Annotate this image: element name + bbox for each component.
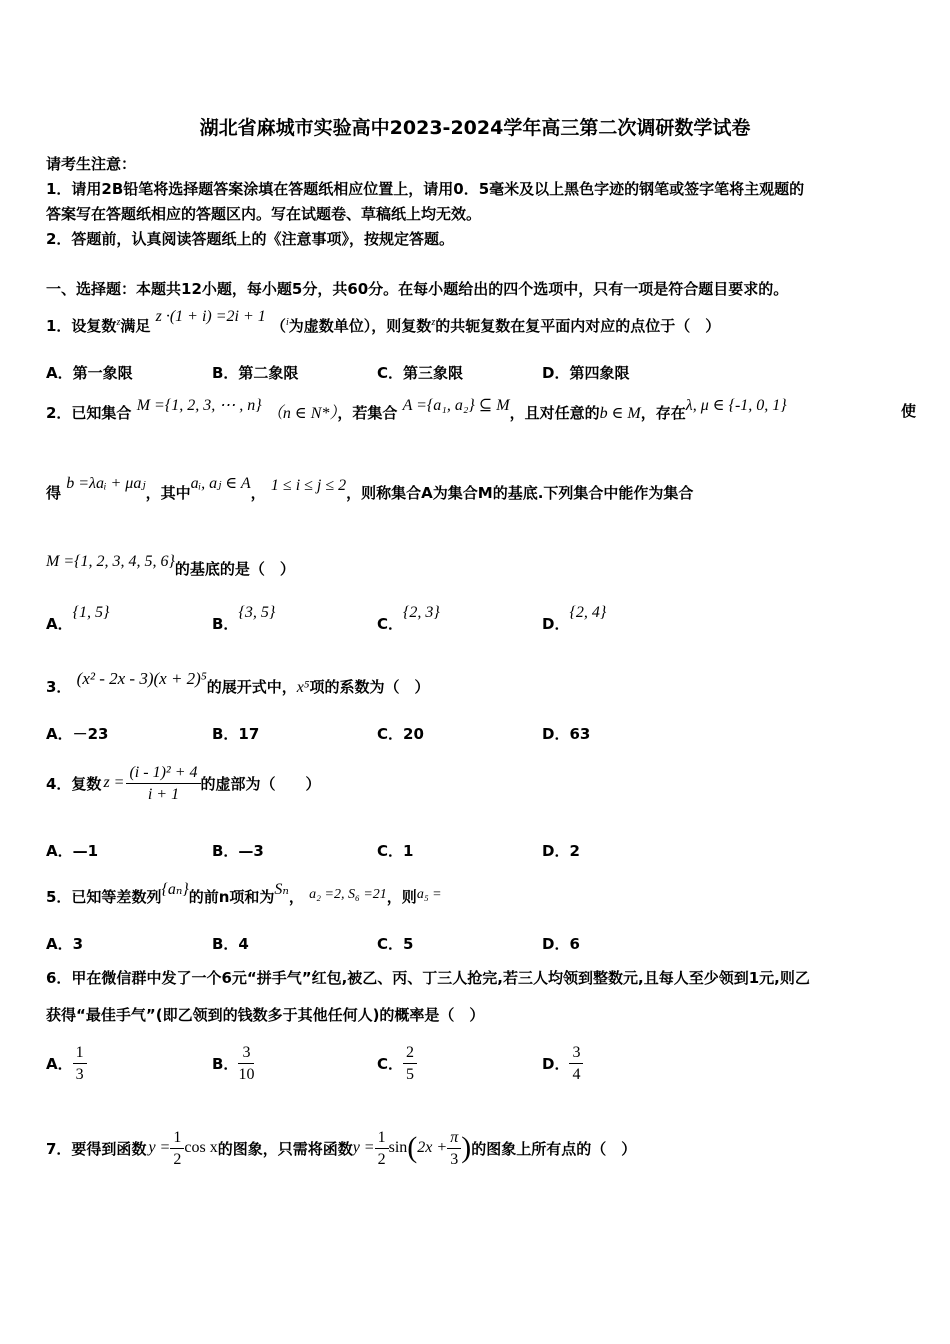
q7-argument: 2x + — [417, 1139, 448, 1156]
q5-sum: Sₙ — [274, 881, 289, 898]
q2-text: ，且对任意的 — [509, 404, 600, 422]
q5-option-c: C．5 — [377, 935, 414, 953]
q1-option-a: A．第一象限 — [46, 364, 133, 382]
q5-ask: a₅ = — [416, 887, 442, 902]
q5-option-a: A．3 — [46, 935, 84, 953]
q5-text: ， — [288, 888, 304, 906]
q1-var-z: z — [431, 317, 436, 328]
q4-denominator: i + 1 — [147, 785, 180, 803]
q2-set-m-6: M ={1, 2, 3, 4, 5, 6} — [46, 553, 175, 570]
question-3 — [46, 669, 430, 697]
q1-var-z: z — [116, 317, 121, 328]
question-4 — [46, 760, 321, 806]
question-7 — [46, 1125, 636, 1171]
question-2-line-1 — [46, 397, 916, 423]
q3-option-b: B．17 — [212, 725, 260, 743]
question-2-line-2 — [46, 475, 694, 503]
q4-option-c: C．1 — [377, 842, 414, 860]
q3-text: 项的系数为（ ） — [309, 678, 430, 696]
q5-text: ，则 — [386, 888, 417, 906]
q6-option-a: A． $\frac{1}{3}$ — [46, 1040, 87, 1086]
q1-option-b: B．第二象限 — [212, 364, 299, 382]
q7-y2: y = — [352, 1139, 375, 1156]
q3-option-a: A．－23 — [46, 725, 109, 743]
q2-inequality: 1 ≤ i ≤ j ≤ 2 — [270, 477, 347, 494]
q5-option-d: D．6 — [542, 935, 580, 953]
notice-heading: 请考生注意： — [46, 155, 137, 173]
q2-set-a: A ={a₁, a₂} ⊆ M — [402, 397, 510, 414]
q6-fraction-b: $\frac{3}{10}$ — [238, 1043, 255, 1083]
q1-option-c: C．第三象限 — [377, 364, 464, 382]
q2-lambda-mu: λ, μ ∈ {-1, 0, 1} — [685, 397, 787, 414]
q1-imag-unit: i — [286, 317, 289, 328]
question-2-line-3 — [46, 553, 295, 579]
q2-text: 2．已知集合 — [46, 404, 132, 422]
q6-fraction-a: $\frac{1}{3}$ — [73, 1042, 87, 1085]
q5-sequence: {aₙ} — [161, 881, 189, 898]
q1-option-d: D．第四象限 — [542, 364, 630, 382]
q2-text: 使 — [900, 402, 916, 420]
exam-title: 湖北省麻城市实验高中2023-2024学年高三第二次调研数学试卷 — [199, 117, 751, 139]
q2-text: ，则称集合A为集合M的基底.下列集合中能作为集合 — [346, 484, 694, 502]
q4-text: 4．复数 — [46, 774, 102, 793]
question-6-line-2: 获得“最佳手气”(即乙领到的钱数多于其他任何人)的概率是（ ） — [46, 1006, 485, 1024]
q1-text: 1．设复数 — [46, 317, 117, 335]
q3-text: 3． — [46, 678, 72, 696]
q3-x5: x⁵ — [296, 679, 310, 696]
q1-text: 为虚数单位），则复数 — [288, 317, 432, 335]
q2-option-c: C．{2, 3} — [377, 604, 440, 633]
question-1 — [46, 308, 721, 336]
q5-text: 5．已知等差数列 — [46, 888, 162, 906]
q2-text: ，若集合 — [337, 404, 398, 422]
q1-text: 满足 — [120, 317, 151, 335]
q2-ai-aj: aᵢ, aⱼ ∈ A — [190, 475, 251, 492]
question-5 — [46, 881, 442, 907]
q2-linear-combination: b =λaᵢ + μaⱼ — [66, 475, 146, 492]
q7-right-paren: ) — [461, 1131, 472, 1164]
q4-text: 的虚部为（ ） — [200, 774, 321, 793]
q6-fraction-c: $\frac{2}{5}$ — [403, 1042, 417, 1085]
q1-equation: z ·(1 + i) =2i + 1 — [155, 308, 266, 325]
q6-option-c: C． $\frac{2}{5}$ — [377, 1040, 417, 1086]
q2-option-b: B．{3, 5} — [212, 604, 276, 633]
q7-text: 的图象，只需将函数 — [217, 1139, 353, 1158]
q7-half-1: $\frac{1}{2}$ — [170, 1127, 184, 1170]
q7-y1: y = — [148, 1139, 171, 1156]
q7-cos: cos x — [184, 1139, 218, 1156]
q2-text: 得 — [46, 484, 62, 502]
q7-pi-over-3: $\frac{\pi}{3}$ — [447, 1127, 461, 1170]
question-6-line-1: 6．甲在微信群中发了一个6元“拼手气”红包,被乙、丙、丁三人抢完,若三人均领到整数元,且每人至少领到1元,则乙 — [46, 969, 810, 987]
q2-text: ，其中 — [145, 484, 191, 502]
notice-line-1: 1．请用2B铅笔将选择题答案涂填在答题纸相应位置上，请用0．5毫米及以上黑色字迹的钢笔或签字笔将主观题的 — [46, 180, 805, 198]
q7-sin: sin — [388, 1139, 408, 1156]
q6-fraction-d: $\frac{3}{4}$ — [569, 1042, 583, 1085]
q3-option-c: C．20 — [377, 725, 424, 743]
q1-text: 的共轭复数在复平面内对应的点位于（ ） — [435, 317, 721, 335]
q2-condition: （n ∈ N*） — [266, 405, 338, 422]
q7-text: 7．要得到函数 — [46, 1139, 147, 1158]
q2-set-m: M ={1, 2, 3, ⋯ , n} — [136, 397, 262, 414]
q2-text: 的基底的是（ ） — [174, 560, 295, 578]
q5-option-b: B．4 — [212, 935, 249, 953]
q4-numerator: (i - 1)² + 4 — [126, 762, 200, 784]
q4-option-d: D．2 — [542, 842, 580, 860]
q2-option-a: A．{1, 5} — [46, 604, 110, 633]
q3-option-d: D．63 — [542, 725, 591, 743]
q3-text: 的展开式中， — [206, 678, 297, 696]
q2-text: ，存在 — [640, 404, 686, 422]
q7-left-paren: ( — [407, 1131, 418, 1164]
q4-lhs: z = — [103, 774, 125, 791]
q6-option-b: B． $\frac{3}{10}$ — [212, 1043, 255, 1083]
notice-line-2: 答案写在答题纸相应的答题区内。写在试题卷、草稿纸上均无效。 — [46, 205, 482, 223]
q1-text: （ — [271, 317, 287, 335]
q7-text: 的图象上所有点的（ ） — [471, 1139, 637, 1158]
section-heading: 一、选择题：本题共12小题，每小题5分，共60分。在每小题给出的四个选项中，只有一项是符合题目要求的。 — [46, 280, 789, 298]
q5-given: a₂ =2, S₆ =21 — [309, 887, 387, 902]
q4-option-b: B．—3 — [212, 842, 264, 860]
q7-half-2: $\frac{1}{2}$ — [375, 1127, 389, 1170]
q6-option-d: D． $\frac{3}{4}$ — [542, 1040, 583, 1086]
q5-text: 的前n项和为 — [188, 888, 275, 906]
q2-option-d: D．{2, 4} — [542, 604, 607, 633]
notice-line-3: 2．答题前，认真阅读答题纸上的《注意事项》，按规定答题。 — [46, 230, 454, 248]
q4-option-a: A．—1 — [46, 842, 99, 860]
q3-expression: (x² - 2x - 3)(x + 2)⁵ — [76, 669, 207, 688]
q2-b-in-m: b ∈ M — [599, 405, 641, 422]
q4-fraction — [126, 762, 200, 805]
q2-text: ， — [250, 484, 266, 502]
